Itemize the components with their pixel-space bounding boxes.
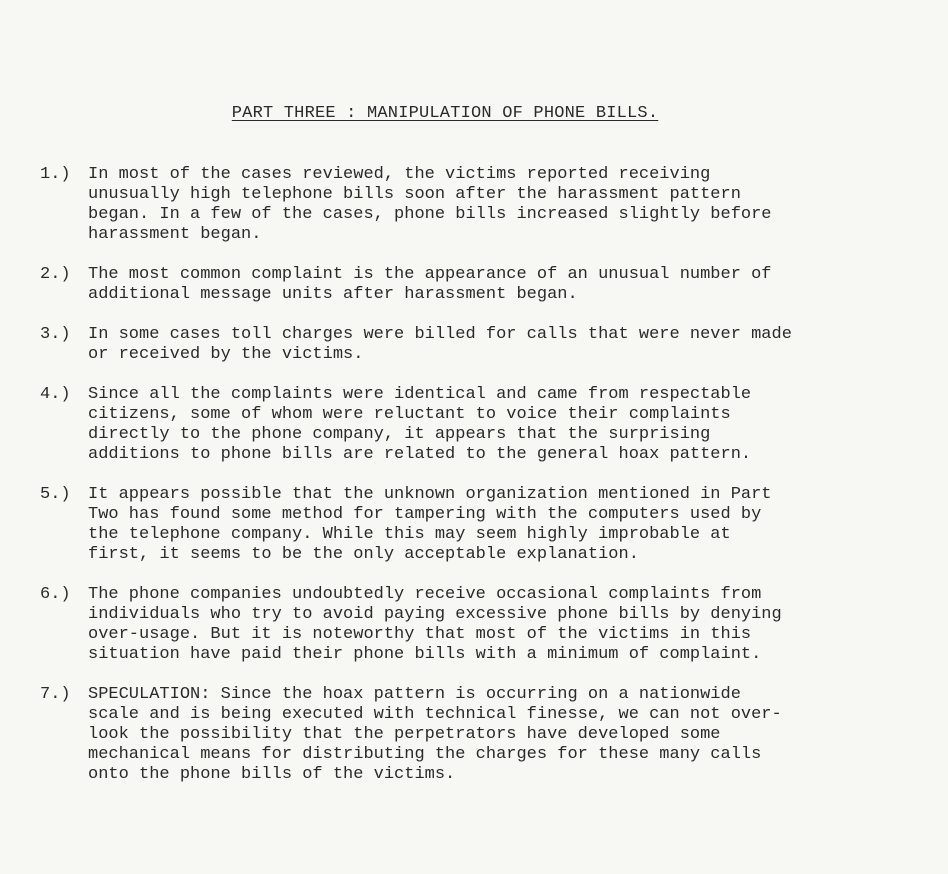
text-line: scale and is being executed with technical finesse, we can not over-	[88, 705, 782, 724]
text-line: began. In a few of the cases, phone bills increased slightly before	[88, 205, 772, 224]
text-line: Two has found some method for tampering with the computers used by	[88, 505, 762, 524]
item-number: 4.)	[40, 385, 71, 404]
text-line: mechanical means for distributing the charges for these many calls	[88, 745, 762, 764]
list-item	[40, 325, 920, 365]
text-line: additions to phone bills are related to the general hoax pattern.	[88, 445, 752, 464]
item-text	[88, 585, 920, 665]
text-line: first, it seems to be the only acceptable explanation.	[88, 545, 639, 564]
item-number: 7.)	[40, 685, 71, 704]
item-text	[88, 325, 920, 365]
item-number: 5.)	[40, 485, 71, 504]
list-item	[40, 685, 920, 785]
list-item	[40, 585, 920, 665]
text-line: harassment began.	[88, 225, 262, 244]
item-text	[88, 265, 920, 305]
text-line: additional message units after harassment began.	[88, 285, 578, 304]
text-line: It appears possible that the unknown organization mentioned in Part	[88, 485, 772, 504]
page-title: PART THREE : MANIPULATION OF PHONE BILLS.	[231, 104, 659, 123]
text-line: citizens, some of whom were reluctant to voice their complaints	[88, 405, 731, 424]
list-item	[40, 485, 920, 565]
text-line: situation have paid their phone bills with a minimum of complaint.	[88, 645, 762, 664]
item-text	[88, 485, 920, 565]
text-line: look the possibility that the perpetrators have developed some	[88, 725, 721, 744]
item-text	[88, 685, 920, 785]
list-item	[40, 385, 920, 465]
item-number: 2.)	[40, 265, 71, 284]
text-line: directly to the phone company, it appears that the surprising	[88, 425, 711, 444]
text-line: onto the phone bills of the victims.	[88, 765, 456, 784]
text-line: unusually high telephone bills soon after the harassment pattern	[88, 185, 741, 204]
text-line: over-usage. But it is noteworthy that most of the victims in this	[88, 625, 752, 644]
item-number: 1.)	[40, 165, 71, 184]
numbered-list	[40, 165, 920, 805]
text-line: the telephone company. While this may seem highly improbable at	[88, 525, 731, 544]
item-text	[88, 165, 920, 245]
text-line: In most of the cases reviewed, the victims reported receiving	[88, 165, 711, 184]
item-number: 3.)	[40, 325, 71, 344]
list-item	[40, 265, 920, 305]
text-line: Since all the complaints were identical and came from respectable	[88, 385, 752, 404]
text-line: individuals who try to avoid paying excessive phone bills by denying	[88, 605, 782, 624]
text-line: The most common complaint is the appearance of an unusual number of	[88, 265, 772, 284]
text-line: or received by the victims.	[88, 345, 364, 364]
text-line: In some cases toll charges were billed for calls that were never made	[88, 325, 792, 344]
text-line: The phone companies undoubtedly receive occasional complaints from	[88, 585, 762, 604]
text-line: SPECULATION: Since the hoax pattern is occurring on a nationwide	[88, 685, 741, 704]
list-item	[40, 165, 920, 245]
item-number: 6.)	[40, 585, 71, 604]
item-text	[88, 385, 920, 465]
